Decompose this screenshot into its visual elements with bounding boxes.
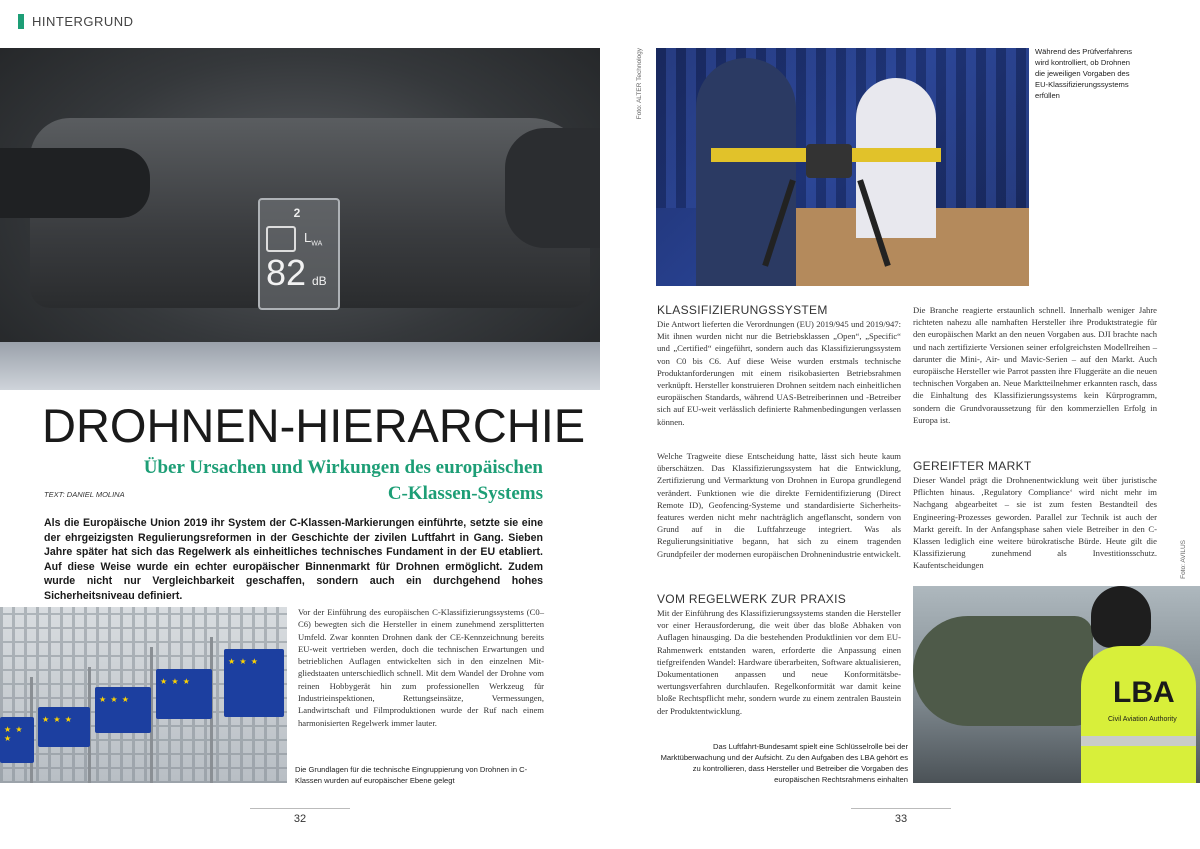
section-tag (18, 14, 134, 29)
drone-photo (0, 48, 600, 390)
article-lead: Als die Europäische Union 2019 ihr System der C-Klassen-Markierungen einführte, setzte sie eine der ehrgeizigsten Regulierungsreformen in der Geschichte der zivilen Luftfahrt in Gang. Sieben Jahre später hat sich das Regelwerk als einheitliches technisches Fundament in der EU etabliert. Auf diese Weise wurde ein echter europäischer Binnenmarkt für Drohnen ermöglicht. Zudem wurde nicht nur Vergleichbarkeit geschaffen, sondern auch ein durchgehend hohes Sicherheitsniveau definiert. (44, 517, 543, 602)
test-drone-core (806, 144, 852, 178)
caption-flags: Die Grundlagen für die technische Eingruppierung von Drohnen in C-Klassen wurden auf europäischer Ebene gelegt (295, 765, 528, 785)
body-text-klassifizierung: Die Antwort lieferten die Verordnungen (EU) 2019/945 und 2019/947: Mit ihnen wurden nicht nur die Betriebsklassen „Open“, „Specific“ und „Certified“ eingeführt, sondern auch das Klassifizierungssystem von C0 bis C6. Auf diese Weise wurden erstmals technische Produktanforderungen mit einem risikobasierten Betriebsrahmen verknüpft. Hersteller konstruieren Drohnen seitdem nach einheitlichen europäischen Standards, während UAS-Betreiberinnen und -Betreiber sich auf EU-weit verlässlich definierte Rahmenbedingungen verlassen können. (657, 319, 901, 427)
eu-flag (95, 687, 151, 733)
db-unit: dB (312, 274, 327, 288)
technician (696, 58, 796, 286)
subheading-gereift: GEREIFTER MARKT (913, 459, 1032, 473)
section-accent-bar (18, 14, 24, 29)
article-title: DROHNEN-HIERARCHIE (42, 399, 586, 452)
body-text-tragweite: Welche Tragweite diese Entscheidung hatte, lässt sich heute kaum überschätzen. Das Klassifizierungssystem hat die Entwicklung, Zertifizierung und Vermarktung von Drohnen in Europa grundlegend verändert. Funktionen wie die direkte Fernidentifizierung (Direct Remote ID), Geofencing-Systeme und standardisierte Sicherheitsfeatures werden nicht mehr nachträglich angeflanscht, sondern von Grund auf in die Luftfahrzeuge integriert. Was als Regulierungsinitiative begann, hat sich zu einem tragenden Grundpfeiler der modernen europäischen Drohnenindustrie entwickelt. (657, 451, 901, 559)
reflective-stripe (1081, 736, 1196, 746)
eu-flag (156, 669, 212, 719)
vest-lettering: LBA (1113, 676, 1175, 709)
inspector-head (1091, 586, 1151, 648)
subheading-klassifizierung: KLASSIFIZIERUNGSSYSTEM (657, 303, 828, 317)
photo-credit: Foto: AVILUS (1180, 540, 1187, 579)
drone-arm (505, 128, 600, 248)
drone-photo-floor (0, 342, 600, 390)
drone-arm (0, 148, 150, 218)
eu-flags-photo (0, 607, 287, 783)
class-number: 2 (293, 206, 301, 220)
page-number-right: 33 (894, 813, 908, 825)
lwa-label: $L_{WA}$ (304, 230, 323, 248)
article-author: TEXT: DANIEL MOLINA (44, 490, 125, 499)
body-text-gereift: Dieser Wandel prägt die Drohnenentwicklung weit über juristische Pflichten hinaus. ‚Regulatory Compliance‘ wird nicht mehr im Nachgang abgearbeitet – sie ist zum festen Bestandteil des Engineering-Prozesses geworden. Parallel zur Technik ist auch der Markt gereift. In der Anfangsphase sahen viele Betreiber in den C-Klassen lediglich eine weitere bürokratische Bürde. Heute gilt die Klassifizierung zunehmend als Investitionsschutz. Kaufentscheidungen (913, 475, 1157, 571)
body-text-praxis: Mit der Einführung des Klassifizierungssystems standen die Hersteller vor einer Herausforderung, die weit über das bloße Abhaken von Auflagen hinausging. Da die bestehenden Produktlinien vor dem EU-Rahmenwerk entstanden waren, erforderte die Anpassung einen tiefgreifenden Wandel: Hardware überarbeiten, Software aktualisieren, Dokumentationen anpassen und neue Konformitätsbewertungsverfahren durchlaufen. Regelkonformität war damit keine bloße Rechtspflicht mehr, sondern wurde zu einem zentralen Baustein der Produktentwicklung. (657, 608, 901, 716)
caption-lba: Das Luftfahrt-Bundesamt spielt eine Schlüsselrolle bei der Marktüberwachung und der Aufsicht. Zu den Aufgaben des LBA gehört es zu kontrollieren, dass Hersteller und Betreiber die Vorgaben des europäischen Rechtsrahmens einhalten (660, 742, 908, 784)
photo-credit: Foto: ALTER Technology (636, 48, 643, 120)
caption-lab: Während des Prüfverfahrens wird kontrolliert, ob Drohnen die jeweiligen Vorgaben des EU-Klassifizierungssystems erfüllen (1035, 47, 1133, 100)
subheading-praxis: VOM REGELWERK ZUR PRAXIS (657, 592, 847, 606)
noise-label-plate (258, 198, 340, 310)
page-number-left: 32 (293, 813, 307, 825)
folio-rule (851, 808, 951, 809)
eu-flag (38, 707, 90, 747)
article-subtitle: Über Ursachen und Wirkungen des europäischen C-Klassen-Systems (143, 457, 543, 504)
hi-vis-vest (1081, 646, 1196, 783)
folio-rule (250, 808, 350, 809)
eu-flag (224, 649, 284, 717)
speaker-icon (266, 226, 296, 252)
db-value: 82 (266, 252, 307, 293)
vest-sub-lettering: Civil Aviation Authority (1108, 716, 1177, 723)
eu-flag (0, 717, 34, 763)
lab-photo (656, 48, 1029, 286)
lba-photo (913, 586, 1200, 783)
body-text-left: Vor der Einführung des europäischen C-Klassifizierungssystems (C0–C6) bewegten sich die Hersteller in einem zunehmend zersplitterten Umfeld. Zwar konnten Drohnen dank der CE-Kennzeichnung bereits EU-weit vertrieben werden, doch die technischen Erwartungen und betrieblichen Auflagen entwickelten sich in den einzelnen Mitgliedstaaten unterschiedlich schnell. Mit dem Wandel der Drohne vom reinen Hobbygerät hin zum professionellen Werkzeug für Industrieinspektionen, Rettungseinsätze, Vermessungen, Landwirtschaft und Filmproduktionen wurde der Ruf nach einem harmonisierten Regelwerk immer lauter. (298, 607, 544, 728)
body-text-branche: Die Branche reagierte erstaunlich schnell. Innerhalb weniger Jahre richteten nahezu alle namhaften Hersteller ihre Produktstrategie für den europäischen Markt an den neuen Vorgaben aus. DJI brachte nach und nach zertifizierte Versionen seiner erfolgreichsten Modellreihen – darunter die Mini-, Air- und Mavic-Serien – auf den Markt. Auch europäische Hersteller wie Parrot passten ihre Fluggeräte an die neuen technischen Vorgaben an. Neue Marktteilnehmer erkannten rasch, dass die Einhaltung des Klassifizierungssystems kein Kürprogramm, sondern die Grundvoraussetzung für den kommerziellen Erfolg in Europa ist. (913, 305, 1157, 425)
helicopter (913, 616, 1093, 726)
section-label: HINTERGRUND (32, 14, 134, 29)
